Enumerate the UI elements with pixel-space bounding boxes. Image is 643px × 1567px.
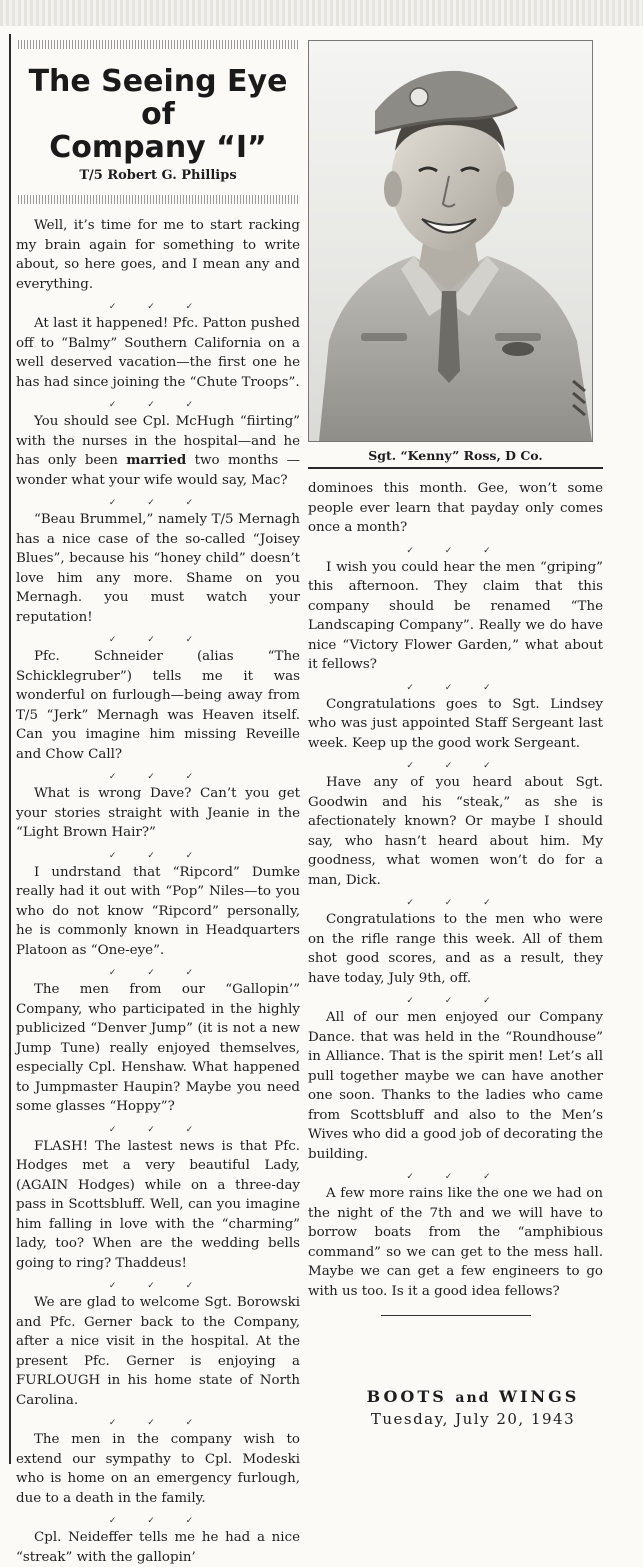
article-paragraph: Congratulations to the men who were on the rifle range this week. All of them shot good scores, and as a result, they have today, July 9th, off. [308,912,603,986]
article-paragraph [16,863,300,961]
paragraph-text: Cpl. Neideffer tells me he had a nice “streak” with the gallopin’ [16,1530,300,1565]
article-paragraph [16,412,300,490]
paragraph-separator: ✓ ✓ ✓ [108,1281,208,1291]
paragraph-separator: ✓ ✓ ✓ [406,545,505,556]
paragraph-separator: ✓ ✓ ✓ [108,772,208,782]
left-column [16,40,300,1567]
article-paragraph: Have any of you heard about Sgt. Goodwin and his “steak,” as she is afectionately known? Or maybe I should say, who hasn’t heard about him. My goodness, what women won’t do for a man, Dick. [308,775,603,888]
right-column [308,40,603,1316]
article-paragraph [16,1528,300,1567]
paragraph-separator: ✓ ✓ ✓ [108,302,208,312]
article-paragraph: Congratulations goes to Sgt. Lindsey who was just appointed Staff Sergeant last week. Keep up the good work Sergeant. [308,696,603,751]
paragraph-text: FLASH! The lastest news is that Pfc. Hodges met a very beautiful Lady, (AGAIN Hodges) while on a three-day pass in Scottsbluff. Well, can you imagine him falling in love with the “charming” lady, too? When are the wedding bells going to ring? Thaddeus! [16,1138,300,1271]
paragraph-separator: ✓ ✓ ✓ [108,1124,208,1135]
paragraph-separator: ✓ ✓ ✓ [406,761,505,771]
portrait-illustration [309,41,592,441]
paragraph-separator: ✓ ✓ ✓ [108,850,208,861]
article-paragraph [16,510,300,627]
header-hatch-bottom [18,195,298,204]
paragraph-text: What is wrong Dave? Can’t you get your stories straight with Jeanie in the “Light Brown Hair?” [16,786,300,840]
right-article-body [308,479,603,1301]
article-paragraph [16,314,300,392]
page-top-edge [0,0,643,26]
paragraph-separator: ✓ ✓ ✓ [108,1418,208,1428]
publication-name-and: and [455,1390,491,1406]
column-border [9,34,11,1464]
paragraph-separator: ✓ ✓ ✓ [108,498,208,508]
article-paragraph [16,1137,300,1274]
paragraph-separator: ✓ ✓ ✓ [108,968,208,978]
article-paragraph [16,1293,300,1410]
publication-name-boots: BOOTS [366,1387,447,1406]
paragraph-bold-text: married [126,452,187,468]
masthead [308,1387,638,1428]
article-paragraph [16,216,300,294]
paragraph-text: Well, it’s time for me to start racking my brain again for something to write about, so here goes, and I mean any and everything. [16,218,300,292]
paragraph-text: We are glad to welcome Sgt. Borowski and Pfc. Gerner back to the Company, after a nice visit in the hospital. At the present Pfc. Gerner is enjoying a FURLOUGH in his home state of North Carolina. [16,1295,300,1408]
paragraph-separator: ✓ ✓ ✓ [108,635,208,645]
paragraph-text: two months — wonder what your wife would say, Mac? [16,453,300,488]
paragraph-separator: ✓ ✓ ✓ [406,1172,505,1182]
paragraph-text: The men from our “Gallopin’” Company, who participated in the highly publicized “Denver Jump” (it is not a new Jump Tune) really enjoyed themselves, especially Cpl. Henshaw. What happened to Jumpmaster Haupin? Maybe you need some glasses “Hoppy”? [16,982,300,1114]
paragraph-text: “Beau Brummel,” namely T/5 Mernagh has a nice case of the so-called “Joisey Blues”, because his “honey child” doesn’t love him any more. Shame on you Mernagh. you must watch your reputation! [16,512,300,625]
paragraph-separator: ✓ ✓ ✓ [406,682,505,693]
article-paragraph: All of our men enjoyed our Company Dance. that was held in the “Roundhouse” in Alliance. That is the spirit men! Let’s all pull together maybe we can have another one soon. Thanks to the ladies who came from Scottsbluff and also to the Men’s Wives who did a good job of decorating the building. [308,1010,603,1162]
end-rule [381,1315,531,1316]
paragraph-text: The men in the company wish to extend our sympathy to Cpl. Modeski who is home on an emergency furlough, due to a death in the family. [16,1432,300,1506]
headline-line-1: The Seeing Eye of [28,64,288,132]
article-byline: T/5 Robert G. Phillips [79,168,237,183]
article-paragraph [16,1430,300,1508]
paragraph-separator: ✓ ✓ ✓ [406,996,505,1006]
publication-name-wings: WINGS [499,1387,580,1406]
article-paragraph: A few more rains like the one we had on the night of the 7th and we will have to borrow boats from the “amphibious command” so we can get to the mess hall. Maybe we can get a few engineers to go with us too. Is it a good idea fellows? [308,1186,603,1299]
photo-caption: Sgt. “Kenny” Ross, D Co. [308,442,603,469]
article-paragraph [16,784,300,843]
paragraph-text: At last it happened! Pfc. Patton pushed off to “Balmy” Southern California on a well deserved vacation—the first one he has had since joining the “Chute Troops”. [16,316,300,390]
article-paragraph: I wish you could hear the men “griping” this afternoon. They claim that this company should be renamed “The Landscaping Company”. Really we do have nice “Victory Flower Garden,” what about it fellows? [308,559,603,672]
paragraph-separator: ✓ ✓ ✓ [108,400,208,410]
paragraph-text: I undrstand that “Ripcord” Dumke really had it out with “Pop” Niles—to you who do not know “Ripcord” personally, he is commonly known in Headquarters Platoon as “One-eye”. [16,864,300,958]
article-paragraph: dominoes this month. Gee, won’t some people ever learn that payday only comes once a month? [308,481,603,535]
paragraph-separator: ✓ ✓ ✓ [108,1516,208,1526]
article-paragraph [16,647,300,764]
paragraph-separator: ✓ ✓ ✓ [406,898,505,908]
left-article-body [16,216,300,1567]
publication-date: Tuesday, July 20, 1943 [370,1410,576,1428]
header-hatch-top [18,40,298,49]
article-headline [16,65,300,164]
publication-name [308,1387,638,1406]
headline-line-2: Company “I” [49,130,267,165]
paragraph-text: You should see Cpl. McHugh “fiirting” with the nurses in the hospital—and he has only been [16,414,300,468]
article-paragraph [16,980,300,1117]
paragraph-text: Pfc. Schneider (alias “The Schicklegruber”) tells me it was wonderful on furlough—being away from T/5 “Jerk” Mernagh was Heaven itself. Can you imagine him missing Reveille and Chow Call? [16,649,300,762]
portrait-photo [308,40,593,442]
